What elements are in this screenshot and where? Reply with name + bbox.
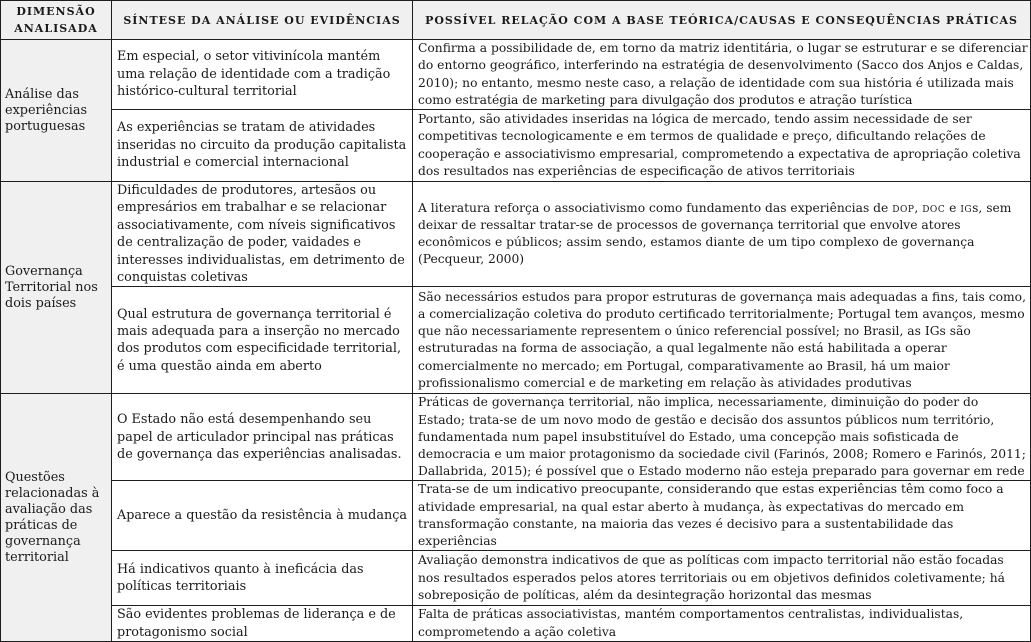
acronym-doc: doc	[922, 200, 946, 215]
dimension-cell: Governança Territorial nos dois países	[1, 182, 112, 394]
synthesis-cell: Aparece a questão da resistência à mudança	[112, 481, 413, 551]
dimension-cell: Análise das experiências portuguesas	[1, 40, 112, 182]
relation-cell: Falta de práticas associativistas, mantém comportamentos centralistas, individualistas, comprometendo a ação coletiva	[413, 606, 1031, 642]
table-row	[1, 182, 1031, 287]
synthesis-cell: Há indicativos quanto à ineficácia das políticas territoriais	[112, 551, 413, 606]
relation-cell: São necessários estudos para propor estruturas de governança mais adequadas a fins, tais como, a comercialização coletiva do produto certificado territorialmente; Portugal tem avanços, mesmo que não necessariamente representem o único referencial possível; no Brasil, as IGs são estruturadas na forma de associação, a qual legalmente não está habilitada a operar comercialmente no mercado; em Portugal, comparativamente ao Brasil, há um maior profissionalismo comercial e de marketing em relação às atividades produtivas	[413, 287, 1031, 394]
dimension-cell: Questões relacionadas à avaliação das práticas de governança territorial	[1, 394, 112, 642]
synthesis-cell: São evidentes problemas de liderança e de protagonismo social	[112, 606, 413, 642]
header-row	[1, 1, 1031, 40]
relation-cell: A literatura reforça o associativismo como fundamento das experiências de dop, doc e igs, sem deixar de ressaltar tratar-se de processos de governança territorial que envolve atores econômicos e públicos; assim sendo, estamos diante de um tipo complexo de governança (Pecqueur, 2000)	[413, 182, 1031, 287]
relation-cell: Práticas de governança territorial, não implica, necessariamente, diminuição do poder do Estado; trata-se de um novo modo de gestão e decisão dos assuntos públicos num território, fundamentada num papel insubstituível do Estado, uma concepção mais sofisticada de democracia e um maior protagonismo da sociedade civil (Farinós, 2008; Romero e Farinós, 2011; Dallabrida, 2015); é possível que o Estado moderno não esteja preparado para governar em rede	[413, 394, 1031, 481]
table-row	[1, 551, 1031, 606]
relation-text-part: A literatura reforça o associativismo como fundamento das experiências de	[418, 200, 893, 215]
synthesis-cell: Qual estrutura de governança territorial é mais adequada para a inserção no mercado dos produtos com especificidade territorial, é uma questão ainda em aberto	[112, 287, 413, 394]
table-row	[1, 287, 1031, 394]
table-row	[1, 481, 1031, 551]
table-row	[1, 606, 1031, 642]
relation-cell: Trata-se de um indicativo preocupante, considerando que estas experiências têm como foco a atividade empresarial, na qual estar aberto à mudança, às expectativas do mercado em transformação constante, na maioria das vezes é decisivo para a sustentabilidade das experiências	[413, 481, 1031, 551]
relation-cell: Confirma a possibilidade de, em torno da matriz identitária, o lugar se estruturar e se diferenciar do entorno geográfico, interferindo na estratégia de desenvolvimento (Sacco dos Anjos e Caldas, 2010); no entanto, mesmo neste caso, a relação de identidade com sua história é utilizada mais como estratégia de marketing para divulgação dos produtos e atração turística	[413, 40, 1031, 110]
acronym-igs: ig	[960, 200, 973, 215]
synthesis-cell: Dificuldades de produtores, artesãos ou empresários em trabalhar e se relacionar associativamente, com níveis significativos de centralização de poder, vaidades e interesses individualistas, em detrimento de conquistas coletivas	[112, 182, 413, 287]
table-row	[1, 394, 1031, 481]
header-dimension: DIMENSÃO ANALISADA	[1, 1, 112, 40]
acronym-dop: dop	[892, 200, 915, 215]
synthesis-cell: Em especial, o setor vitivinícola mantém uma relação de identidade com a tradição histórico-cultural territorial	[112, 40, 413, 110]
table-row	[1, 40, 1031, 110]
synthesis-cell: O Estado não está desempenhando seu papel de articulador principal nas práticas de governança das experiências analisadas.	[112, 394, 413, 481]
synthesis-cell: As experiências se tratam de atividades inseridas no circuito da produção capitalista industrial e comercial internacional	[112, 110, 413, 182]
header-synthesis: SÍNTESE DA ANÁLISE OU EVIDÊNCIAS	[112, 1, 413, 40]
relation-cell: Portanto, são atividades inseridas na lógica de mercado, tendo assim necessidade de ser competitivas tecnologicamente e em termos de qualidade e preço, dificultando relações de cooperação e associativismo empresarial, comprometendo a expectativa de apropriação coletiva dos resultados nas experiências de especificação de ativos territoriais	[413, 110, 1031, 182]
table-row	[1, 110, 1031, 182]
header-relation: POSSÍVEL RELAÇÃO COM A BASE TEÓRICA/CAUSAS E CONSEQUÊNCIAS PRÁTICAS	[413, 1, 1031, 40]
relation-text-part: , sem deixar de ressaltar tratar-se de processos de governança territorial que envolve atores econômicos e públicos; assim sendo, estamos diante de um tipo complexo de governança (Pecqueur, 2000)	[418, 200, 1012, 267]
relation-cell: Avaliação demonstra indicativos de que as políticas com impacto territorial não estão focadas nos resultados esperados pelos atores territoriais ou em objetivos definidos coletivamente; há sobreposição de políticas, além da desintegração horizontal das mesmas	[413, 551, 1031, 606]
